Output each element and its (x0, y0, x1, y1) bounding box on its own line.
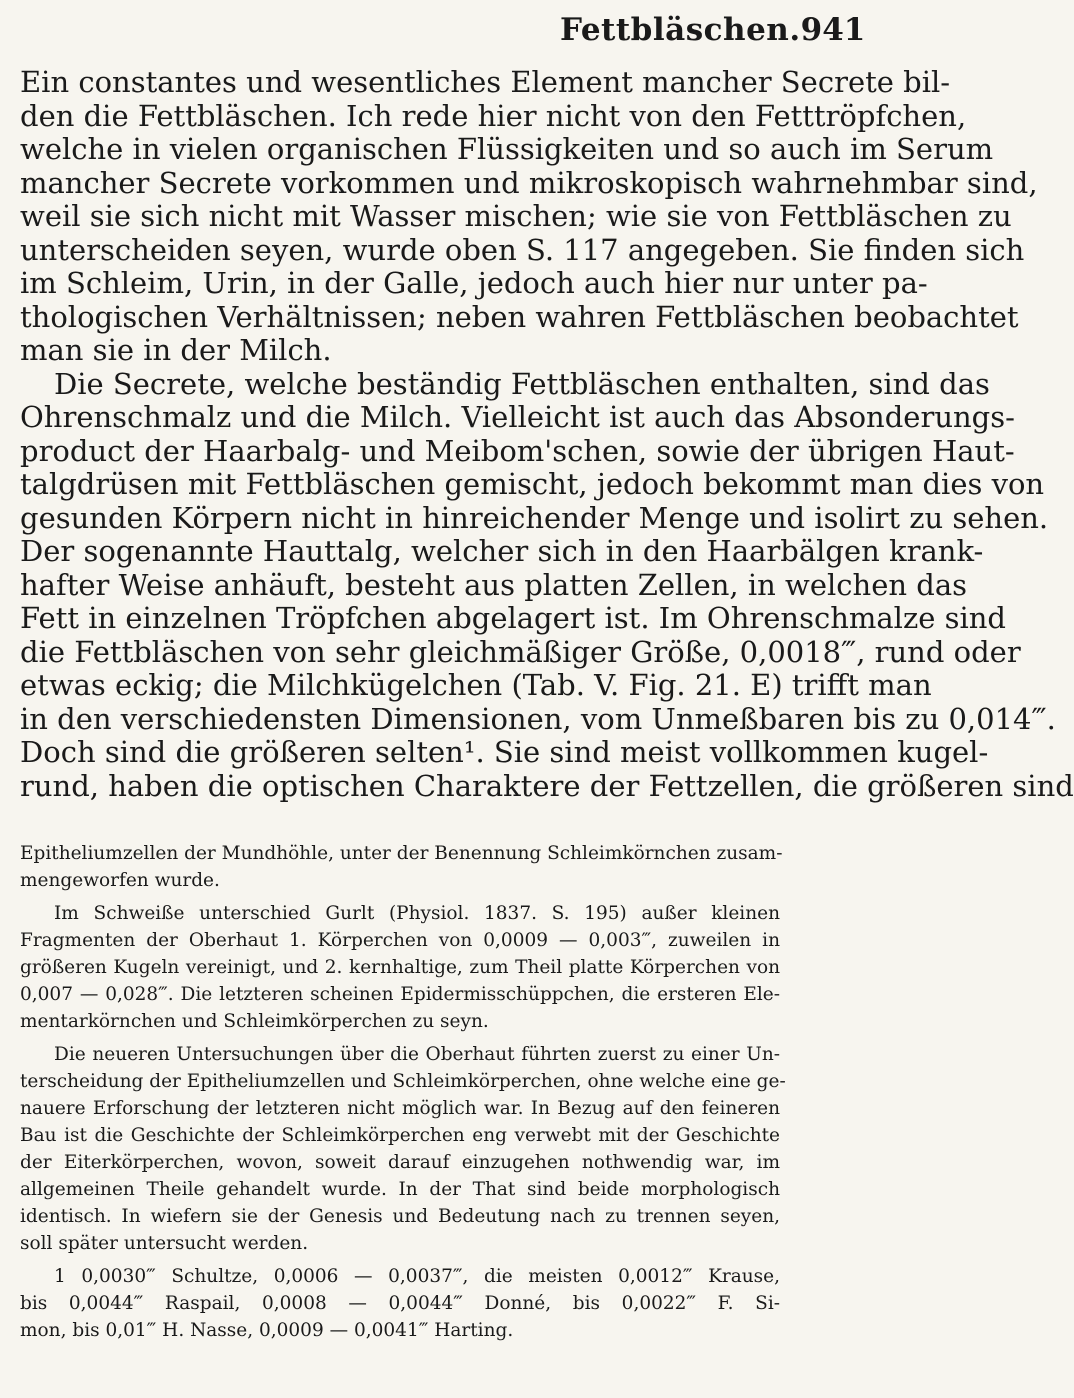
footnote-line: terscheidung der Epitheliumzellen und Schleimkörperchen, ohne welche eine ge- (20, 1071, 786, 1092)
footnote-line: identisch. In wiefern sie der Genesis und Bedeutung nach zu trennen seyen, (20, 1206, 780, 1227)
text-line: welche in vielen organischen Flüssigkeiten und so auch im Serum (20, 132, 994, 166)
footnote-line: mentarkörnchen und Schleimkörperchen zu seyn. (20, 1011, 489, 1032)
text-line: in den verschiedensten Dimensionen, vom Unmeßbaren bis zu 0,014‴. (20, 701, 1056, 736)
footnote-line: 1 0,0030‴ Schultze, 0,0006 — 0,0037‴, die meisten 0,0012‴ Krause, (54, 1266, 780, 1287)
text-line: etwas eckig; die Milchkügelchen (Tab. V. Fig. 21. E) trifft man (20, 668, 932, 702)
footnote-line: größeren Kugeln vereinigt, und 2. kernhaltige, zum Theil platte Körperchen von (20, 957, 780, 978)
footnote-line: soll später untersucht werden. (20, 1233, 309, 1254)
footnotes (20, 840, 786, 1344)
footnote-line: Die neueren Untersuchungen über die Oberhaut führten zuerst zu einer Un- (54, 1044, 780, 1065)
main-text (20, 65, 1074, 803)
text-line: talgdrüsen mit Fettbläschen gemischt, jedoch bekommt man dies von (20, 467, 1045, 501)
text-line: die Fettbläschen von sehr gleichmäßiger Größe, 0,0018‴, rund oder (20, 634, 1021, 669)
footnote-line: der Eiterkörperchen, wovon, soweit darauf einzugehen nothwendig war, im (20, 1152, 780, 1173)
text-line: Ein constantes und wesentliches Element mancher Secrete bil- (20, 65, 951, 99)
text-line: Der sogenannte Hauttalg, welcher sich in den Haarbälgen krank- (20, 534, 984, 568)
text-line: weil sie sich nicht mit Wasser mischen; wie sie von Fettbläschen zu (20, 199, 1012, 233)
footnote-line: bis 0,0044‴ Raspail, 0,0008 — 0,0044‴ Donné, bis 0,0022‴ F. Si- (20, 1293, 780, 1314)
page-number: 941 (800, 12, 866, 48)
footnote-line: nauere Erforschung der letzteren nicht möglich war. In Bezug auf den feineren (20, 1098, 780, 1119)
footnote-line: Bau ist die Geschichte der Schleimkörperchen eng verwebt mit der Geschichte (20, 1125, 780, 1146)
footnote-line: Fragmenten der Oberhaut 1. Körperchen von 0,0009 — 0,003‴, zuweilen in (20, 930, 780, 951)
page-header (560, 12, 866, 52)
footnote-line: mon, bis 0,01‴ H. Nasse, 0,0009 — 0,0041‴ Harting. (20, 1320, 514, 1341)
text-line: thologischen Verhältnissen; neben wahren Fettbläschen beobachtet (20, 299, 1019, 334)
text-line: Ohrenschmalz und die Milch. Vielleicht ist auch das Absonderungs- (20, 400, 1015, 434)
footnote-line: Epitheliumzellen der Mundhöhle, unter der Benennung Schleimkörnchen zusam- (20, 843, 783, 864)
text-line: man sie in der Milch. (20, 333, 332, 367)
footnote-line: mengeworfen wurde. (20, 870, 220, 891)
footnote-line: allgemeinen Theile gehandelt wurde. In der That sind beide morphologisch (20, 1179, 780, 1200)
text-line: Doch sind die größeren selten¹. Sie sind meist vollkommen kugel- (20, 735, 989, 769)
footnote-line: 0,007 — 0,028‴. Die letzteren scheinen Epidermisschüppchen, die ersteren Ele- (20, 984, 780, 1005)
text-line: Fett in einzelnen Tröpfchen abgelagert ist. Im Ohrenschmalze sind (20, 601, 1006, 635)
text-line: mancher Secrete vorkommen und mikroskopisch wahrnehmbar sind, (20, 165, 1038, 200)
text-line: gesunden Körpern nicht in hinreichender Menge und isolirt zu sehen. (20, 500, 1049, 535)
text-line: hafter Weise anhäuft, besteht aus platten Zellen, in welchen das (20, 567, 967, 602)
text-line: Die Secrete, welche beständig Fettbläschen enthalten, sind das (54, 366, 990, 401)
footnote-line: Im Schweiße unterschied Gurlt (Physiol. 1837. S. 195) außer kleinen (54, 903, 780, 924)
text-line: unterscheiden seyen, wurde oben S. 117 angegeben. Sie finden sich (20, 232, 1025, 267)
text-line: rund, haben die optischen Charaktere der Fettzellen, die größeren sind (20, 768, 1074, 803)
running-title: Fettbläschen. (560, 12, 801, 48)
text-line: den die Fettbläschen. Ich rede hier nicht von den Fetttröpfchen, (20, 98, 967, 133)
text-line: im Schleim, Urin, in der Galle, jedoch auch hier nur unter pa- (20, 266, 928, 300)
text-line: product der Haarbalg- und Meibom'schen, sowie der übrigen Haut- (20, 433, 1015, 468)
